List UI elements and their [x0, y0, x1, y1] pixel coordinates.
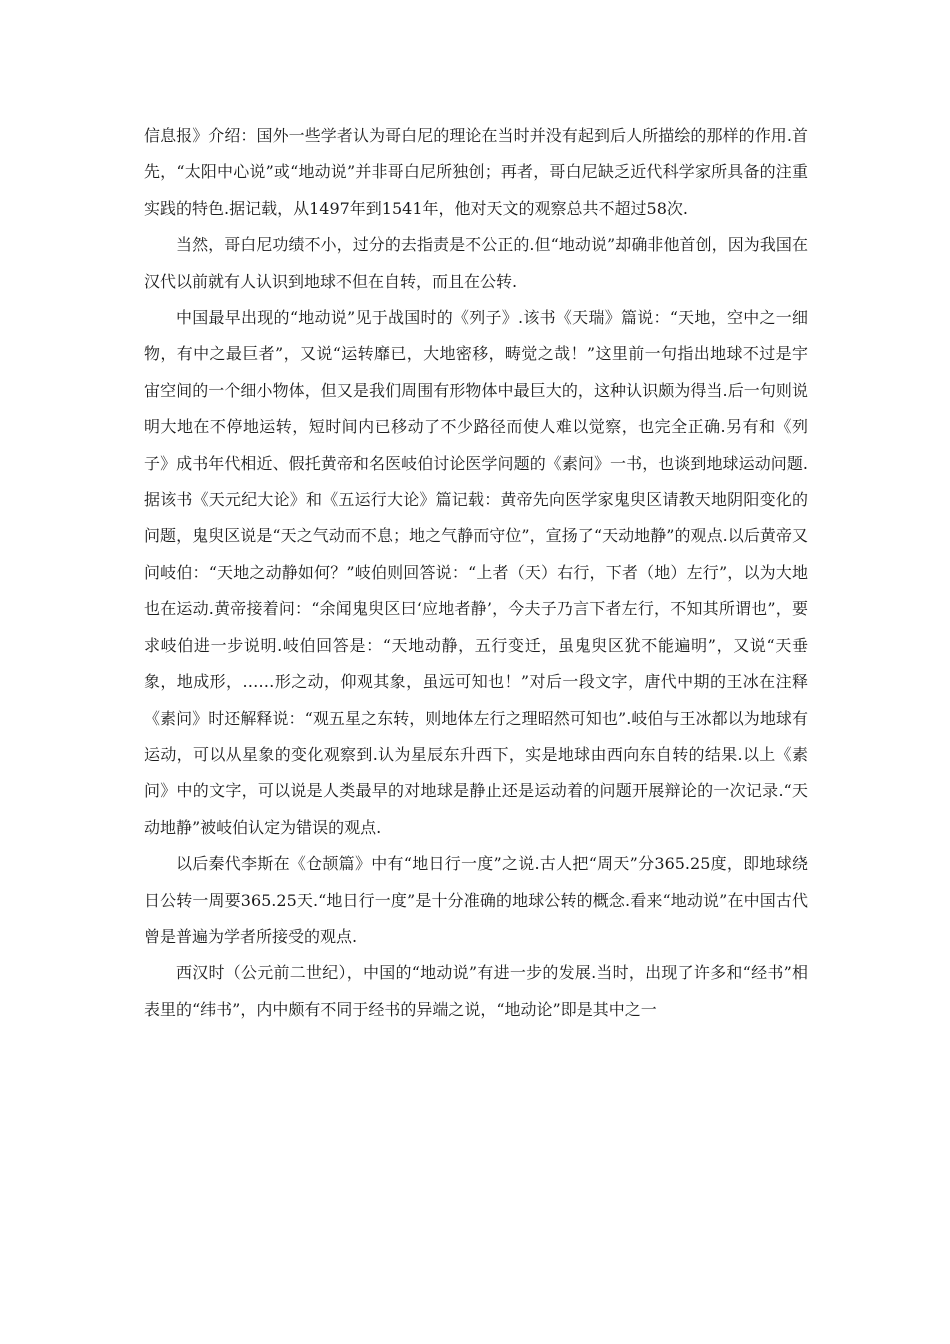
paragraph: 以后秦代李斯在《仓颉篇》中有“地日行一度”之说.古人把“周天”分365.25度，即地球绕日公转一周要365.25天.“地日行一度”是十分准确的地球公转的概念.看来“地动说”在中国古代曾是普遍为学者所接受的观点. [144, 854, 808, 946]
paragraph-continued: 信息报》介绍：国外一些学者认为哥白尼的理论在当时并没有起到后人所描绘的那样的作用.首先，“太阳中心说”或“地动说”并非哥白尼所独创；再者，哥白尼缺乏近代科学家所具备的注重实践的特色.据记载，从1497年到1541年，他对天文的观察总共不超过58次. [144, 126, 808, 218]
paragraph: 中国最早出现的“地动说”见于战国时的《列子》.该书《天瑞》篇说：“天地，空中之一细物，有中之最巨者”，又说“运转靡已，大地密移，畴觉之哉！”这里前一句指出地球不过是宇宙空间的一个细小物体，但又是我们周围有形物体中最巨大的，这种认识颇为得当.后一句则说明大地在不停地运转，短时间内已移动了不少路径而使人难以觉察，也完全正确.另有和《列子》成书年代相近、假托黄帝和名医岐伯讨论医学问题的《素问》一书，也谈到地球运动问题.据该书《天元纪大论》和《五运行大论》篇记载：黄帝先向医学家鬼臾区请教天地阴阳变化的问题，鬼臾区说是“天之气动而不息；地之气静而守位”，宣扬了“天动地静”的观点.以后黄帝又问岐伯：“天地之动静如何？”岐伯则回答说：“上者（天）右行，下者（地）左行”，以为大地也在运动.黄帝接着问：“余闻鬼臾区曰‘应地者静’，今夫子乃言下者左行，不知其所谓也”，要求岐伯进一步说明.岐伯回答是：“天地动静，五行变迁，虽鬼臾区犹不能遍明”，又说“天垂象，地成形，……形之动，仰观其象，虽远可知也！”对后一段文字，唐代中期的王冰在注释《素问》时还解释说：“观五星之东转，则地体左行之理昭然可知也”.岐伯与王冰都以为地球有运动，可以从星象的变化观察到.认为星辰东升西下，实是地球由西向东自转的结果.以上《素问》中的文字，可以说是人类最早的对地球是静止还是运动着的问题开展辩论的一次记录.“天动地静”被岐伯认定为错误的观点. [144, 308, 808, 837]
paragraph: 西汉时（公元前二世纪），中国的“地动说”有进一步的发展.当时，出现了许多和“经书”相表里的“纬书”，内中颇有不同于经书的异端之说，“地动论”即是其中之一 [144, 963, 808, 1019]
paragraph: 当然，哥白尼功绩不小，过分的去指责是不公正的.但“地动说”却确非他首创，因为我国在汉代以前就有人认识到地球不但在自转，而且在公转. [144, 235, 808, 291]
document-body [144, 118, 808, 1028]
